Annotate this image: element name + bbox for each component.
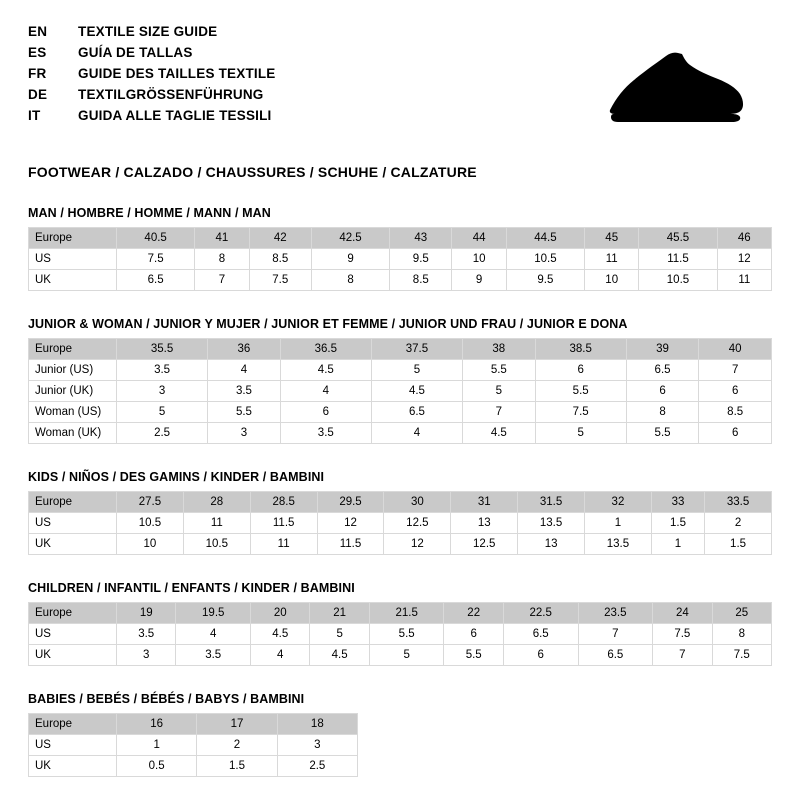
cell: 41 — [195, 228, 249, 249]
table-row — [29, 756, 358, 777]
row-label: UK — [29, 534, 117, 555]
section-title: CHILDREN / INFANTIL / ENFANTS / KINDER / BAMBINI — [28, 581, 355, 595]
row-label: US — [29, 513, 117, 534]
cell: 7 — [699, 360, 772, 381]
cell: 21.5 — [369, 603, 444, 624]
cell: 10.5 — [183, 534, 250, 555]
cell: 12.5 — [451, 534, 518, 555]
cell: 12.5 — [384, 513, 451, 534]
cell: 46 — [717, 228, 771, 249]
cell: 44 — [452, 228, 506, 249]
cell: 13.5 — [585, 534, 652, 555]
cell: 12 — [384, 534, 451, 555]
table-row — [29, 423, 772, 444]
cell: 8.5 — [390, 270, 452, 291]
cell: 2 — [197, 735, 277, 756]
cell: 7.5 — [117, 249, 195, 270]
cell: 9.5 — [390, 249, 452, 270]
cell: 3 — [277, 735, 357, 756]
cell: 8 — [712, 624, 771, 645]
cell: 6 — [503, 645, 578, 666]
cell: 13 — [451, 513, 518, 534]
table-row — [29, 360, 772, 381]
section-title: MAN / HOMBRE / HOMME / MANN / MAN — [28, 206, 271, 220]
cell: 6 — [699, 423, 772, 444]
cell: 17 — [197, 714, 277, 735]
table-row — [29, 228, 772, 249]
cell: 33 — [651, 492, 704, 513]
row-label: Woman (US) — [29, 402, 117, 423]
section-title: JUNIOR & WOMAN / JUNIOR Y MUJER / JUNIOR ET FEMME / JUNIOR UND FRAU / JUNIOR E DONA — [28, 317, 628, 331]
cell: 18 — [277, 714, 357, 735]
cell: 8 — [195, 249, 249, 270]
cell: 5 — [371, 360, 462, 381]
cell: 27.5 — [117, 492, 184, 513]
cell: 11 — [183, 513, 250, 534]
cell: 2.5 — [277, 756, 357, 777]
cell: 7 — [195, 270, 249, 291]
language-title: TEXTILE SIZE GUIDE — [78, 24, 218, 39]
cell: 32 — [585, 492, 652, 513]
table-row — [29, 339, 772, 360]
cell: 40.5 — [117, 228, 195, 249]
cell: 6 — [535, 360, 626, 381]
cell: 42.5 — [311, 228, 389, 249]
cell: 3.5 — [208, 381, 281, 402]
language-code: ES — [28, 45, 47, 60]
table-row — [29, 624, 772, 645]
section-man — [28, 206, 772, 291]
cell: 23.5 — [578, 603, 653, 624]
cell: 6 — [444, 624, 503, 645]
document-header — [28, 22, 772, 142]
cell: 6.5 — [117, 270, 195, 291]
cell: 10 — [117, 534, 184, 555]
table-row — [29, 603, 772, 624]
cell: 33.5 — [705, 492, 772, 513]
cell: 3.5 — [176, 645, 251, 666]
cell: 31 — [451, 492, 518, 513]
cell: 8.5 — [699, 402, 772, 423]
cell: 31.5 — [518, 492, 585, 513]
cell: 1.5 — [197, 756, 277, 777]
cell: 22.5 — [503, 603, 578, 624]
cell: 44.5 — [506, 228, 584, 249]
row-label: Junior (US) — [29, 360, 117, 381]
cell: 45 — [585, 228, 639, 249]
size-table-junior-woman — [28, 338, 772, 444]
language-code: EN — [28, 24, 48, 39]
language-code: FR — [28, 66, 47, 81]
cell: 6 — [280, 402, 371, 423]
cell: 1 — [651, 534, 704, 555]
table-row — [29, 534, 772, 555]
row-label: US — [29, 249, 117, 270]
cell: 4 — [176, 624, 251, 645]
cell: 19 — [117, 603, 176, 624]
section-kids — [28, 470, 772, 555]
language-row — [28, 22, 772, 41]
row-label: UK — [29, 756, 117, 777]
cell: 38 — [463, 339, 536, 360]
cell: 28 — [183, 492, 250, 513]
cell: 36.5 — [280, 339, 371, 360]
cell: 10.5 — [506, 249, 584, 270]
cell: 20 — [251, 603, 310, 624]
table-row — [29, 249, 772, 270]
cell: 7 — [653, 645, 712, 666]
cell: 3 — [117, 381, 208, 402]
table-row — [29, 492, 772, 513]
section-junior-woman — [28, 317, 772, 444]
cell: 16 — [117, 714, 197, 735]
cell: 30 — [384, 492, 451, 513]
cell: 5 — [369, 645, 444, 666]
cell: 3.5 — [117, 360, 208, 381]
cell: 1.5 — [651, 513, 704, 534]
cell: 6.5 — [503, 624, 578, 645]
row-label: Europe — [29, 603, 117, 624]
language-title: GUÍA DE TALLAS — [78, 45, 193, 60]
cell: 4 — [251, 645, 310, 666]
cell: 9 — [452, 270, 506, 291]
cell: 11 — [585, 249, 639, 270]
table-row — [29, 714, 358, 735]
section-title: BABIES / BEBÉS / BÉBÉS / BABYS / BAMBINI — [28, 692, 305, 706]
row-label: UK — [29, 270, 117, 291]
cell: 5.5 — [369, 624, 444, 645]
cell: 43 — [390, 228, 452, 249]
section-children — [28, 581, 772, 666]
cell: 1 — [585, 513, 652, 534]
cell: 5.5 — [626, 423, 699, 444]
cell: 7.5 — [535, 402, 626, 423]
cell: 6.5 — [626, 360, 699, 381]
cell: 10.5 — [117, 513, 184, 534]
row-label: Europe — [29, 339, 117, 360]
cell: 5.5 — [535, 381, 626, 402]
cell: 11.5 — [317, 534, 384, 555]
cell: 37.5 — [371, 339, 462, 360]
cell: 11.5 — [639, 249, 717, 270]
size-table-kids — [28, 491, 772, 555]
cell: 4 — [208, 360, 281, 381]
cell: 4 — [280, 381, 371, 402]
cell: 22 — [444, 603, 503, 624]
cell: 7 — [578, 624, 653, 645]
cell: 35.5 — [117, 339, 208, 360]
cell: 5.5 — [208, 402, 281, 423]
cell: 8.5 — [249, 249, 311, 270]
cell: 11 — [250, 534, 317, 555]
cell: 36 — [208, 339, 281, 360]
cell: 7.5 — [249, 270, 311, 291]
cell: 13 — [518, 534, 585, 555]
cell: 24 — [653, 603, 712, 624]
cell: 6 — [699, 381, 772, 402]
cell: 3.5 — [117, 624, 176, 645]
section-title: KIDS / NIÑOS / DES GAMINS / KINDER / BAMBINI — [28, 470, 325, 484]
cell: 5.5 — [463, 360, 536, 381]
cell: 2 — [705, 513, 772, 534]
table-row — [29, 270, 772, 291]
row-label: Woman (UK) — [29, 423, 117, 444]
cell: 2.5 — [117, 423, 208, 444]
size-table-children — [28, 602, 772, 666]
cell: 11.5 — [250, 513, 317, 534]
table-row — [29, 513, 772, 534]
cell: 1 — [117, 735, 197, 756]
cell: 45.5 — [639, 228, 717, 249]
cell: 42 — [249, 228, 311, 249]
cell: 1.5 — [705, 534, 772, 555]
row-label: Junior (UK) — [29, 381, 117, 402]
cell: 4.5 — [251, 624, 310, 645]
cell: 7 — [463, 402, 536, 423]
cell: 8 — [311, 270, 389, 291]
row-label: US — [29, 624, 117, 645]
cell: 5 — [463, 381, 536, 402]
cell: 40 — [699, 339, 772, 360]
cell: 38.5 — [535, 339, 626, 360]
size-table-babies — [28, 713, 358, 777]
cell: 9.5 — [506, 270, 584, 291]
cell: 5 — [535, 423, 626, 444]
cell: 29.5 — [317, 492, 384, 513]
cell: 28.5 — [250, 492, 317, 513]
size-table-man — [28, 227, 772, 291]
language-title: TEXTILGRÖSSENFÜHRUNG — [78, 87, 264, 102]
cell: 13.5 — [518, 513, 585, 534]
cell: 10 — [585, 270, 639, 291]
cell: 8 — [626, 402, 699, 423]
cell: 5 — [117, 402, 208, 423]
cell: 5.5 — [444, 645, 503, 666]
section-babies — [28, 692, 772, 777]
row-label: US — [29, 735, 117, 756]
table-row — [29, 381, 772, 402]
cell: 7.5 — [653, 624, 712, 645]
cell: 19.5 — [176, 603, 251, 624]
row-label: Europe — [29, 492, 117, 513]
cell: 4 — [371, 423, 462, 444]
dress-shoe-icon — [506, 48, 746, 138]
cell: 3.5 — [280, 423, 371, 444]
cell: 0.5 — [117, 756, 197, 777]
cell: 6.5 — [371, 402, 462, 423]
cell: 10 — [452, 249, 506, 270]
cell: 6 — [626, 381, 699, 402]
cell: 10.5 — [639, 270, 717, 291]
row-label: Europe — [29, 228, 117, 249]
language-code: IT — [28, 108, 41, 123]
row-label: UK — [29, 645, 117, 666]
language-code: DE — [28, 87, 48, 102]
cell: 4.5 — [280, 360, 371, 381]
cell: 12 — [317, 513, 384, 534]
cell: 3 — [208, 423, 281, 444]
cell: 25 — [712, 603, 771, 624]
cell: 3 — [117, 645, 176, 666]
cell: 9 — [311, 249, 389, 270]
cell: 12 — [717, 249, 771, 270]
row-label: Europe — [29, 714, 117, 735]
cell: 39 — [626, 339, 699, 360]
cell: 7.5 — [712, 645, 771, 666]
category-line: FOOTWEAR / CALZADO / CHAUSSURES / SCHUHE / CALZATURE — [28, 164, 477, 180]
language-title: GUIDE DES TAILLES TEXTILE — [78, 66, 276, 81]
table-row — [29, 735, 358, 756]
language-title: GUIDA ALLE TAGLIE TESSILI — [78, 108, 272, 123]
cell: 4.5 — [463, 423, 536, 444]
table-row — [29, 402, 772, 423]
cell: 4.5 — [310, 645, 369, 666]
cell: 4.5 — [371, 381, 462, 402]
cell: 5 — [310, 624, 369, 645]
table-row — [29, 645, 772, 666]
cell: 6.5 — [578, 645, 653, 666]
cell: 11 — [717, 270, 771, 291]
cell: 21 — [310, 603, 369, 624]
